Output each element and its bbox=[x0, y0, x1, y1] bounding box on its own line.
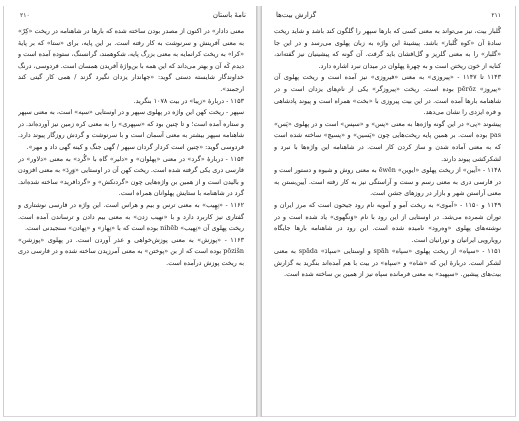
right-running-head bbox=[276, 10, 501, 21]
paragraph: معنی دادار» در اکنون از مصدر بودن ساخته شده که بارها در شاهنامه در ریخت «کِرّ» به معنی آفرینش و سرنوشت به کار رفته است. بر این پایه، برای «ستا» که بر پایهٔ «کرا» به ریخت کرانمایه به معنی بزرگ پایه، شکوهمند، گرانسنگ، ستوده آمده است و دیدم کَه آن و بهتر می‌داند که این همه با بن‌واژهٔ آفریدن همسان است. فردوسی، درنگ خداوندگار شایسته دستی گوید: «جهاندار یزدان نگیرد گزند / همی کار گیتی کند ارجمند». bbox=[18, 27, 244, 93]
paragraph: ۱۱۴۳ تا ۱۱۴۷ - «پیروزی» به معنی «فیروزی» نیز آمده است و ریخت پهلوی آن «پیروز» pērōz بوده است. ریخت «پیروزگر» یکی از نام‌های یزدان است و در شاهنامه بارها آمده است. در این بیت پیروزی با «بخت» همراه است و پیوند پادشاهی و فره ایزدی را نشان می‌دهد. bbox=[274, 73, 501, 117]
left-page bbox=[3, 6, 256, 417]
paragraph: ۱۱۵۴ - دربارهٔ «گرد» در معنی «پهلوان» و «دلیر» گاه با «گُرد» به معنی «دلاور» در فارسی دری یکی گرفته شده است. ریخت کهن آن در اوستایی «وَرِدَ» به معنی افزودن و بالیدن است و از همین بن واژه‌هایی چون «گردنکش» و «گردافرید» ساخته شده‌اند. گرد در شاهنامه با ستایش پهلوانان همراه است. bbox=[18, 154, 244, 198]
left-running-head bbox=[20, 10, 246, 21]
paragraph: گُلبار بیت، نیز می‌تواند به معنی کسی که بارها سپهر را گلگون کند باشد و شاید ریخت سادهٔ آن «کوه گُلبار» باشد. پیشینهٔ این واژه به زبان پهلوی می‌رسد و در این جا «گلبار» را به معنی گلریز و گل‌افشان باید گرفت. آن گونه که پیشینیان نیز گفته‌اند، کنایه از خون ریختن است و به چهرهٔ پهلوان در میدان نبرد اشاره دارد. bbox=[274, 27, 501, 70]
paragraph: ۱۱۴۹ و ۱۱۵۰ - «آموی» به ریخت آمو و آمویه نام رود جیحون است که مرز ایران و توران شمرده می‌شد. در اوستایی از این رود با نام «وَنگهوی» یاد شده است و در نوشته‌های پهلوی «وِه‌رود» نامیده شده است. این رود در شاهنامه بارها جایگاه رویارویی ایرانیان و تورانیان است. bbox=[274, 200, 501, 244]
paragraph: ۱۱۶۲ - «نِهِیب» به معنی ترس و بیم و هراس است. این واژه در فارسی نوشتاری و گفتاری نیز کاربرد دارد و با «نهیب زدن» به معنی بیم دادن و ترساندن آمده است. ریخت پهلوی آن «نِهیب» nihēb بوده است که با «نِهاز» و «نِهادن» سنجیدنی است. bbox=[18, 200, 244, 233]
left-running-title: نامهٔ باستان bbox=[212, 11, 246, 19]
paragraph: ۱۱۴۸ - «آیین» از ریخت پهلوی «ایوین» ēwēn به معنی روش و شیوه و دستور است و در فارسی دری به معنی رسم و سنت و آراستگی نیز به کار رفته است. آیین‌بستن به معنی آراستن شهر و بازار در روزهای جشن است. bbox=[274, 166, 501, 198]
paragraph: ۱۱۵۱ - «سپاه» از ریخت پهلوی «سپاه» spāh و اوستایی «سپادَ» spāda به معنی لشکر است. دربارهٔ این که «شاه» و «سپاه» در بیت با هم آمده‌اند بنگرید به گزارش بیت‌های پیشین. «سپهبد» به معنی فرمانده سپاه نیز از همین بن ساخته شده است. bbox=[274, 247, 501, 279]
paragraph: پیشوند «پی» در این گونه واژه‌ها به معنی «پس» و «سپس» است و در پهلوی «پَس» pas بوده است. بر همین پایه ریخت‌هایی چون «پَسین» و «پسیچ» ساخته شده است که به معنی آماده شدن و ساز کردن کار است. در شاهنامه این واژه‌ها با نبرد و لشکرکشی پیوند دارند. bbox=[274, 119, 501, 163]
right-running-title: گزارش بیت‌ها bbox=[276, 11, 317, 19]
right-page bbox=[262, 6, 516, 417]
paragraph: سپهر - ریخت کهن این واژه در پهلوی سپهر و در اوستایی «سپه» است، به معنی سپهر و ستاره آمده است؛ و تا چنین بود که «سپهری» را به معنی کره زمین نیز آورده‌اند. در شاهنامه سپهر بیشتر به معنی آسمان است و با سرنوشت و گردش روزگار پیوند دارد. فردوسی گوید: «چنین است کردار گردان سپهر / گهی جنگ و کینه گهی داد و مهر». bbox=[18, 108, 244, 151]
left-page-body bbox=[18, 26, 244, 410]
right-page-number: ۲۱۱ bbox=[491, 12, 501, 19]
paragraph: ۱۱۵۳ - دربارهٔ «زیبا» در بیت ۱۰۷۸ بنگرید. bbox=[133, 96, 244, 105]
paragraph: ۱۱۶۳ - «پوزش» به معنی پوزش‌خواهی و عذر آوردن است. در پهلوی «پوزشن» pōzišn بوده است که از بن «پوختن» به معنی آمرزیدن ساخته شده و در فارسی دری به ریخت پوزش درآمده است. bbox=[18, 235, 244, 267]
left-page-number: ۲۱۰ bbox=[20, 12, 30, 19]
right-page-body bbox=[274, 26, 501, 410]
